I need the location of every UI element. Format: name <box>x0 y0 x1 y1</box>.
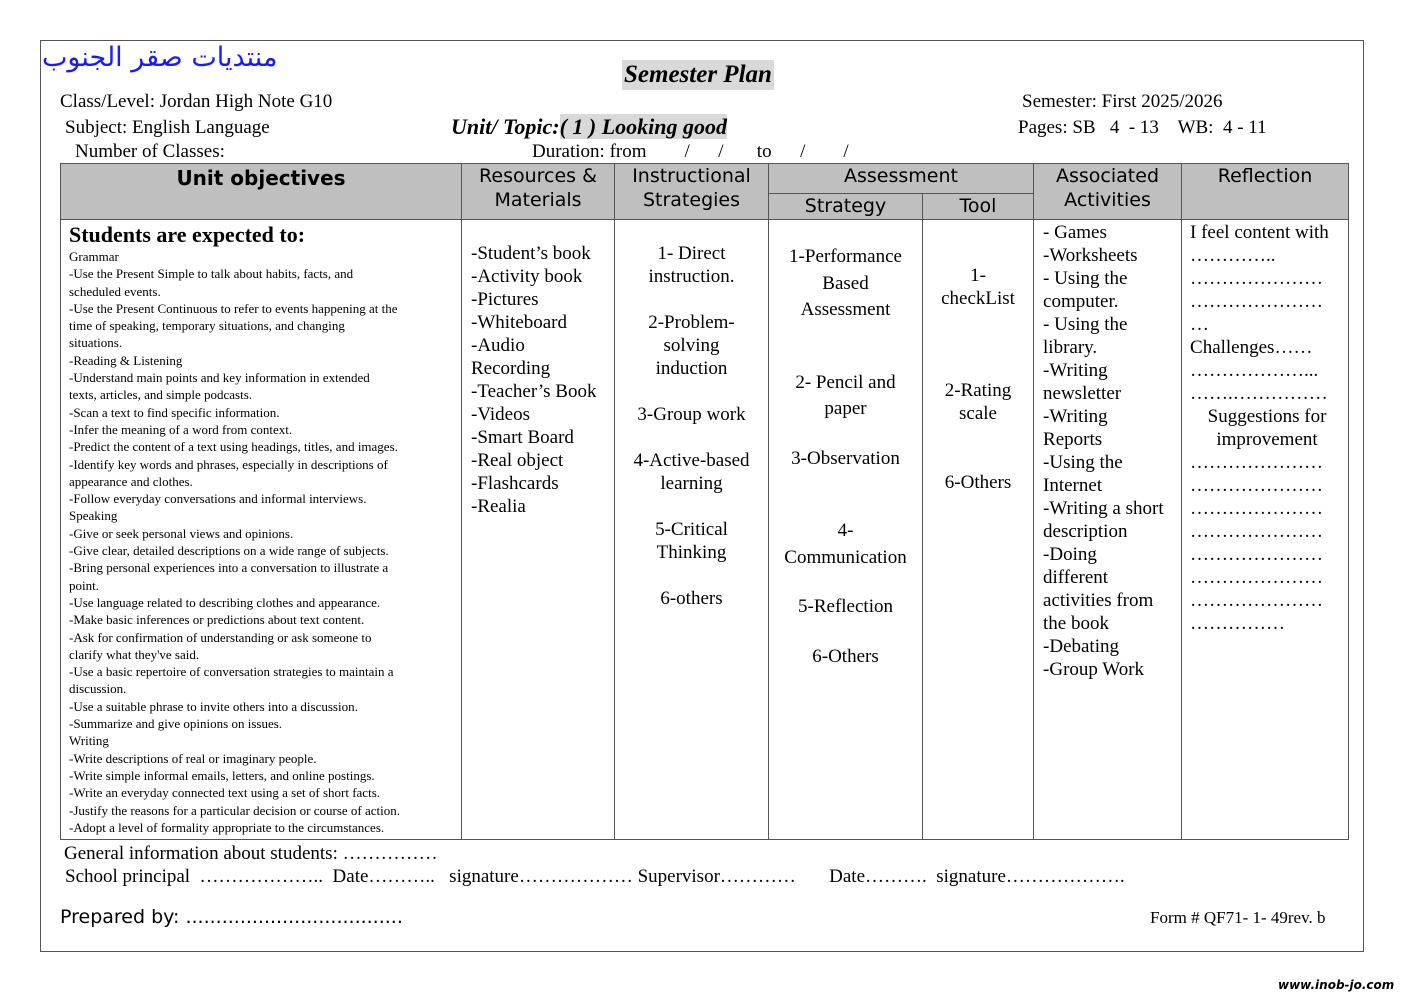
reflection-dots: ………………… <box>1190 567 1324 588</box>
assessment-tool-item <box>923 448 1033 471</box>
col-header-strategy: Strategy <box>769 194 923 220</box>
objective-line: -Infer the meaning of a word from context. <box>69 421 293 437</box>
assessment-tool-item <box>923 356 1033 379</box>
resource-item: -Flashcards <box>471 473 559 494</box>
reflection-content-label: I feel content with <box>1190 222 1329 243</box>
brand-logo-text: منتديات صقر الجنوب <box>42 42 278 73</box>
objective-line: Grammar <box>69 249 119 264</box>
reflection-dots: ………………… <box>1190 452 1324 473</box>
instructional-item: 2-Problem- <box>648 312 735 333</box>
resource-item: Recording <box>471 358 551 379</box>
assessment-strategy-item: 1-Performance <box>789 246 902 267</box>
col-header-activities: Associated Activities <box>1034 164 1182 220</box>
instructional-item <box>615 426 768 449</box>
assessment-strategy-item: 5-Reflection <box>798 596 893 617</box>
objective-line: point. <box>69 577 99 593</box>
reflection-dots: ………………… <box>1190 475 1324 496</box>
instructional-cell <box>615 220 769 840</box>
resource-item: -Videos <box>471 404 531 425</box>
objective-line: -Ask for confirmation of understanding or ask someone to <box>69 629 372 645</box>
objective-line: -Understand main points and key information in extended <box>69 370 370 386</box>
assessment-strategy-item: paper <box>824 398 867 419</box>
objective-line: -Make basic inferences or predictions about text content. <box>69 612 365 628</box>
objective-line: appearance and clothes. <box>69 473 193 489</box>
objective-line: -Reading & Listening <box>69 352 183 368</box>
unit-topic <box>451 114 727 140</box>
instructional-item: 1- Direct <box>657 243 726 264</box>
activity-item: - Using the <box>1043 268 1128 289</box>
resource-item: -Pictures <box>471 289 539 310</box>
objective-line: -Write an everyday connected text using a set of short facts. <box>69 785 380 801</box>
activity-item: Reports <box>1043 429 1103 450</box>
number-of-classes: Number of Classes: <box>75 141 225 162</box>
reflection-dots: … <box>1190 314 1210 335</box>
assessment-tool-item <box>923 310 1033 333</box>
instructional-item: 5-Critical <box>655 519 728 540</box>
activity-item: -Writing <box>1043 406 1108 427</box>
assessment-strategy-item: 6-Others <box>812 645 879 667</box>
resource-item: -Whiteboard <box>471 312 568 333</box>
objective-line: -Predict the content of a text using headings, titles, and images. <box>69 439 398 455</box>
assessment-tool-item: checkList <box>941 288 1015 309</box>
reflection-dots: …………… <box>1190 613 1286 634</box>
reflection-cell <box>1182 220 1349 840</box>
col-header-reflection: Reflection <box>1182 164 1349 220</box>
instructional-item: induction <box>655 358 728 379</box>
assessment-strategy-item: 4- <box>837 520 854 541</box>
plan-table <box>60 163 1349 840</box>
objective-line: -Use language related to describing clothes and appearance. <box>69 594 381 610</box>
instructional-item: Thinking <box>656 542 727 563</box>
objective-line: -Justify the reasons for a particular decision or course of action. <box>69 802 401 818</box>
objective-line: -Identify key words and phrases, especially in descriptions of <box>69 456 388 472</box>
assessment-strategy-item <box>769 472 922 495</box>
objective-line: -Use the Present Continuous to refer to events happening at the <box>69 300 398 316</box>
assessment-strategy-item: Assessment <box>800 299 891 320</box>
assessment-tool-item <box>923 425 1033 448</box>
objective-line: situations. <box>69 335 123 351</box>
reflection-dots: ………………… <box>1190 268 1324 289</box>
instructional-item: learning <box>660 473 723 494</box>
assessment-strategy-item <box>769 347 922 370</box>
activity-item: -Writing <box>1043 360 1108 381</box>
assessment-tool-item: scale <box>959 403 997 424</box>
activity-item: - Games <box>1043 222 1107 243</box>
assessment-strategy-cell <box>769 220 923 840</box>
semester: Semester: First 2025/2026 <box>1022 91 1223 112</box>
objective-line: -Summarize and give opinions on issues. <box>69 716 283 732</box>
objective-line: -Write descriptions of real or imaginary people. <box>69 750 317 766</box>
col-header-resources: Resources & Materials <box>462 164 615 220</box>
objectives-lead: Students are expected to: <box>69 222 306 247</box>
col-header-instructional: Instructional Strategies <box>615 164 769 220</box>
instructional-item <box>615 495 768 518</box>
activity-item: -Debating <box>1043 636 1119 657</box>
class-level: Class/Level: Jordan High Note G10 <box>60 91 333 112</box>
resource-item: -Student’s book <box>471 243 591 264</box>
objective-line: -Write simple informal emails, letters, and online postings. <box>69 767 375 783</box>
pages: Pages: SB 4 - 13 WB: 4 - 11 <box>1018 117 1267 138</box>
activity-item: -Writing a short <box>1043 498 1164 519</box>
instructional-item: 4-Active-based <box>633 450 750 471</box>
reflection-dots: ………………… <box>1190 521 1324 542</box>
reflection-dots: …….…………… <box>1190 383 1328 404</box>
activity-item: -Using the <box>1043 452 1123 473</box>
resource-item: -Smart Board <box>471 427 574 448</box>
reflection-dots: ………………… <box>1190 590 1324 611</box>
instructional-item <box>615 564 768 587</box>
assessment-strategy-item <box>769 324 922 347</box>
activity-item: activities from <box>1043 590 1154 611</box>
objective-line: discussion. <box>69 681 127 697</box>
form-number: Form # QF71- 1- 49rev. b <box>1150 908 1326 927</box>
activity-item: newsletter <box>1043 383 1122 404</box>
assessment-strategy-item <box>769 621 922 644</box>
assessment-strategy-item: 3-Observation <box>791 447 900 469</box>
activity-item: the book <box>1043 613 1109 634</box>
general-info: General information about students: …………… <box>64 843 438 864</box>
assessment-tool-cell <box>923 220 1034 840</box>
instructional-item: instruction. <box>648 266 735 287</box>
reflection-dots: ………………… <box>1190 544 1324 565</box>
resource-item: -Real object <box>471 450 564 471</box>
objectives-cell <box>61 220 462 840</box>
col-header-assessment: Assessment <box>769 164 1034 194</box>
objective-line: Writing <box>69 733 109 749</box>
activity-item: Internet <box>1043 475 1103 496</box>
assessment-tool-item: 2-Rating <box>944 380 1012 401</box>
instructional-item: 3-Group work <box>637 404 746 425</box>
objective-line: texts, articles, and simple podcasts. <box>69 387 253 403</box>
assessment-tool-item: 1- <box>970 265 986 286</box>
objective-line: -Bring personal experiences into a conversation to illustrate a <box>69 560 389 576</box>
resource-item: -Teacher’s Book <box>471 381 597 402</box>
instructional-item <box>615 380 768 403</box>
activity-item: -Doing <box>1043 544 1097 565</box>
activity-item: computer. <box>1043 291 1119 312</box>
reflection-dots: ………….. <box>1190 245 1276 266</box>
assessment-strategy-item: 2- Pencil and <box>795 371 896 393</box>
reflection-challenges-label: Challenges…… <box>1190 337 1313 358</box>
objective-line: -Use a suitable phrase to invite others into a discussion. <box>69 698 358 714</box>
prepared-by: Prepared by: .................................... <box>60 906 403 928</box>
reflection-dots: ………………… <box>1190 291 1324 312</box>
instructional-item <box>615 288 768 311</box>
resources-cell <box>462 220 615 840</box>
activity-item: -Worksheets <box>1043 245 1138 266</box>
resource-item: -Activity book <box>471 266 583 287</box>
activity-item: -Group Work <box>1043 659 1145 680</box>
objective-line: time of speaking, temporary situations, and changing <box>69 318 345 334</box>
instructional-item: solving <box>663 335 720 356</box>
signatures-line: School principal ……………….. Date……….. signature……………… Supervisor………… Date………. signature………………. <box>65 866 1125 887</box>
assessment-strategy-item <box>769 571 922 594</box>
assessment-tool-item <box>923 333 1033 356</box>
objective-line: -Follow everyday conversations and informal interviews. <box>69 491 367 507</box>
activity-item: - Using the <box>1043 314 1128 335</box>
reflection-suggestions-label: Suggestions for improvement <box>1207 406 1327 450</box>
objective-line: -Use the Present Simple to talk about habits, facts, and <box>69 266 354 282</box>
assessment-tool-item: 6-Others <box>944 472 1012 493</box>
objective-line: Speaking <box>69 508 118 524</box>
assessment-strategy-item <box>769 495 922 518</box>
site-url: www.inob-jo.com <box>1278 978 1395 992</box>
col-header-tool: Tool <box>923 194 1034 220</box>
activities-cell <box>1034 220 1182 840</box>
reflection-dots: ………………… <box>1190 498 1324 519</box>
objective-line: -Give or seek personal views and opinions. <box>69 525 294 541</box>
assessment-strategy-item <box>769 423 922 446</box>
assessment-strategy-item: Communication <box>784 546 907 568</box>
objective-line: -Adopt a level of formality appropriate to the circumstances. <box>69 819 385 835</box>
objective-line: -Scan a text to find specific information. <box>69 404 280 420</box>
activity-item: description <box>1043 521 1128 542</box>
duration: Duration: from / / to / / <box>532 141 849 162</box>
activity-item: different <box>1043 567 1109 588</box>
unit-topic-value: ( 1 ) Looking good <box>559 114 728 139</box>
activity-item: library. <box>1043 337 1098 358</box>
resource-item: -Audio <box>471 335 525 356</box>
assessment-strategy-item: Based <box>822 272 869 294</box>
col-header-objectives: Unit objectives <box>61 164 462 220</box>
objective-line: -Use a basic repertoire of conversation strategies to maintain a <box>69 664 394 680</box>
objective-line: scheduled events. <box>69 283 161 299</box>
instructional-item: 6-others <box>660 588 723 609</box>
objective-line: -Give clear, detailed descriptions on a wide range of subjects. <box>69 543 389 559</box>
unit-topic-label: Unit/ Topic: <box>451 114 560 139</box>
page-title: Semester Plan <box>624 61 772 88</box>
objective-line: clarify what they've said. <box>69 646 200 662</box>
subject: Subject: English Language <box>65 117 270 138</box>
reflection-dots: ………………... <box>1190 360 1319 381</box>
resource-item: -Realia <box>471 496 526 517</box>
